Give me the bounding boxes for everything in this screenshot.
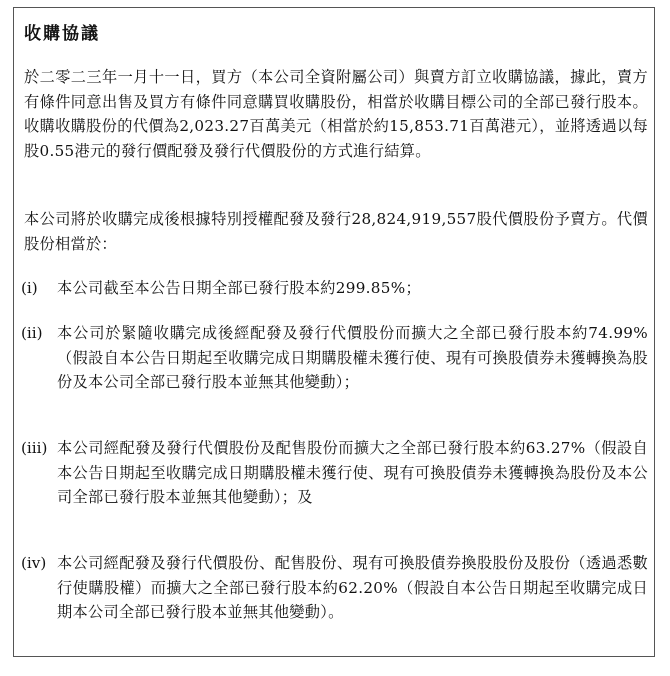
list-item-number: (i) (21, 279, 38, 297)
list-item-number: (iv) (21, 554, 47, 572)
list-item-number: (ii) (21, 324, 43, 342)
list-item (21, 551, 648, 625)
list-item (21, 321, 648, 395)
section-title: 收購協議 (24, 24, 100, 44)
announcement-box (13, 7, 655, 657)
paragraph-acquisition-agreement: 於二零二三年一月十一日，買方（本公司全資附屬公司）與賣方訂立收購協議，據此，賣方有條件同意出售及買方有條件同意購買收購股份，相當於收購目標公司的全部已發行股本。收購收購股份的代價為2,023.27百萬美元（相當於約15,853.71百萬港元），並將透過以每股0.55港元的發行價配發及發行代價股份的方式進行結算。 (24, 68, 648, 160)
list-item-text: 本公司經配發及發行代價股份、配售股份、現有可換股債券換股股份及股份（透過悉數行使購股權）而擴大之全部已發行股本約62.20%（假設自本公告日期起至收購完成日期本公司全部已發行股本並無其他變動）。 (57, 554, 648, 621)
list-item-text: 本公司截至本公告日期全部已發行股本約299.85%； (57, 279, 421, 297)
list-item-text: 本公司經配發及發行代價股份及配售股份而擴大之全部已發行股本約63.27%（假設自本公告日期起至收購完成日期購股權未獲行使、現有可換股債券未獲轉換為股份及本公司全部已發行股本並無其他變動）；及 (57, 439, 648, 506)
list-item-number: (iii) (21, 439, 48, 457)
list-item (21, 276, 648, 301)
paragraph-consideration-shares: 本公司將於收購完成後根據特別授權配發及發行28,824,919,557股代價股份予賣方。代價股份相當於： (24, 210, 648, 253)
list-item (21, 436, 648, 510)
list-item-text: 本公司於緊隨收購完成後經配發及發行代價股份而擴大之全部已發行股本約74.99%（假設自本公告日期起至收購完成日期購股權未獲行使、現有可換股債券未獲轉換為股份及本公司全部已發行股本並無其他變動）； (57, 324, 648, 391)
